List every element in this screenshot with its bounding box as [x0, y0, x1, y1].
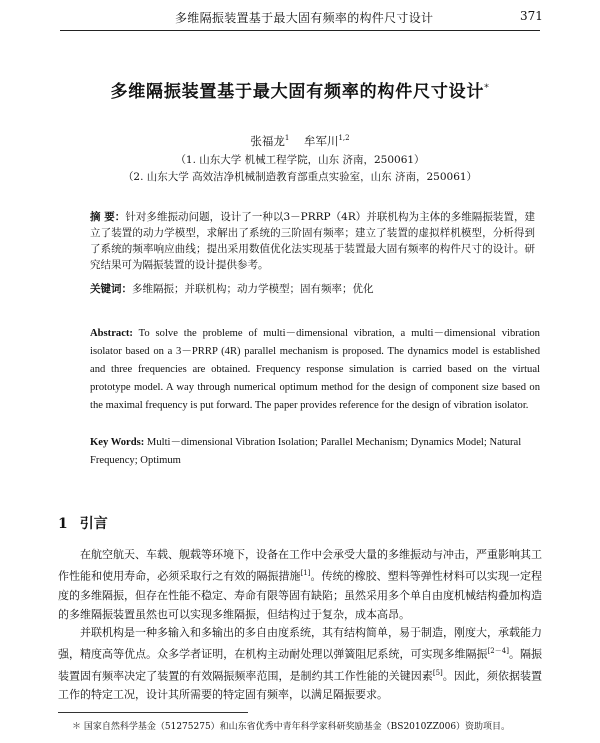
- body-paragraph: [58, 545, 542, 624]
- title-footnote-mark: *: [484, 83, 490, 94]
- running-title: 多维隔振装置基于最大固有频率的构件尺寸设计: [175, 11, 434, 25]
- section-number: 1: [58, 516, 68, 532]
- page-number: 371: [520, 9, 543, 23]
- keywords-zh-text: 多维隔振；并联机构；动力学模型；固有频率；优化: [132, 283, 374, 295]
- affiliation: （1. 山东大学 机械工程学院，山东 济南，250061）: [175, 154, 425, 166]
- paragraph-text: 。传统的橡胶、塑料等弹性材料可以实现一定程度的多维隔振，但存在性能不稳定、寿命有限等固有缺陷；虽然采用多个单自由度机械结构叠加构造的多维隔振装置虽然也可以实现多维隔振，但结构过于复杂，成本高昂。: [58, 569, 543, 621]
- citation: [5]: [432, 668, 443, 677]
- paragraph-text: 。隔振装置固有频率决定了装置的有效隔振频率范围，是制约其工作性能的关键因素: [58, 647, 542, 683]
- funding-footnote: ＊ 国家自然科学基金（51275275）和山东省优秀中青年科学家科研奖励基金（BS2010ZZ006）资助项目。: [72, 722, 511, 732]
- body-paragraph: [58, 623, 542, 704]
- abstract-zh: [90, 209, 535, 273]
- paper-title: [0, 77, 600, 102]
- running-header: [0, 9, 600, 29]
- section-title: 引言: [79, 516, 108, 532]
- section-heading: [58, 513, 108, 533]
- author-line: [0, 133, 600, 149]
- footnote-rule: [58, 712, 248, 713]
- keywords-en-text: Multi－dimensional Vibration Isolation; Parallel Mechanism; Dynamics Model; Natural Frequency; Optimum: [90, 437, 522, 466]
- citation: [1]: [300, 569, 311, 577]
- abstract-zh-text: 针对多维振动问题，设计了一种以3－PRRP（4R）并联机构为主体的多维隔振装置，建立了装置的动力学模型，求解出了系统的三阶固有频率；建立了装置的虚拟样机模型，分析得到了系统的频率响应曲线；提出采用数值优化法实现基于装置最大固有频率的构件尺寸的设计。研究结果可为隔振装置的设计提供参考。: [90, 211, 535, 271]
- affiliation: （2. 山东大学 高效洁净机械制造教育部重点实验室，山东 济南，250061）: [122, 171, 478, 183]
- keywords-zh: [90, 281, 535, 296]
- paragraph-text: 并联机构是一种多输入和多输出的多自由度系统，其有结构简单，易于制造，刚度大，承载能力强，精度高等优点。众多学者证明，在机构主动耐处理以弹簧阻尼系统，可实现多维隔振: [58, 626, 542, 661]
- author-name: 牟军川: [303, 134, 339, 148]
- citation: [2－4]: [487, 647, 509, 655]
- abstract-zh-label: 摘 要：: [90, 211, 126, 223]
- author-affil-mark: 1: [284, 134, 290, 143]
- abstract-en-label: Abstract:: [90, 328, 133, 339]
- author-name: 张福龙: [250, 134, 285, 148]
- paragraph-text: 在航空航天、车载、舰载等环境下，设备在工作中会承受大量的多维振动与冲击，严重影响其工作性能和使用寿命，必须采取行之有效的隔振措施: [58, 548, 542, 583]
- abstract-en: [90, 325, 540, 415]
- keywords-en-label: Key Words:: [90, 437, 145, 448]
- header-rule: [60, 30, 540, 31]
- paper-title-text: 多维隔振装置基于最大固有频率的构件尺寸设计: [110, 82, 485, 102]
- keywords-en: [90, 434, 540, 470]
- abstract-en-text: To solve the probleme of multi－dimensional vibration, a multi－dimensional vibration isolator based on a 3－PRRP (4R) parallel mechanism is proposed. The dynamics model is established and three frequencies are obtained. Frequency response simulation is carried based on the virtual prototype model. A way through numerical optimum method for the design of component size based on the maximal frequency is put forward. The paper provides reference for the design of vibration isolator.: [90, 328, 540, 411]
- keywords-zh-label: 关键词：: [90, 283, 132, 295]
- author-affil-mark: 1,2: [338, 134, 350, 143]
- paragraph-text: 。因此，须依据装置工作的特定工况，设计其所需要的特定固有频率，以满足隔振要求。: [58, 669, 543, 702]
